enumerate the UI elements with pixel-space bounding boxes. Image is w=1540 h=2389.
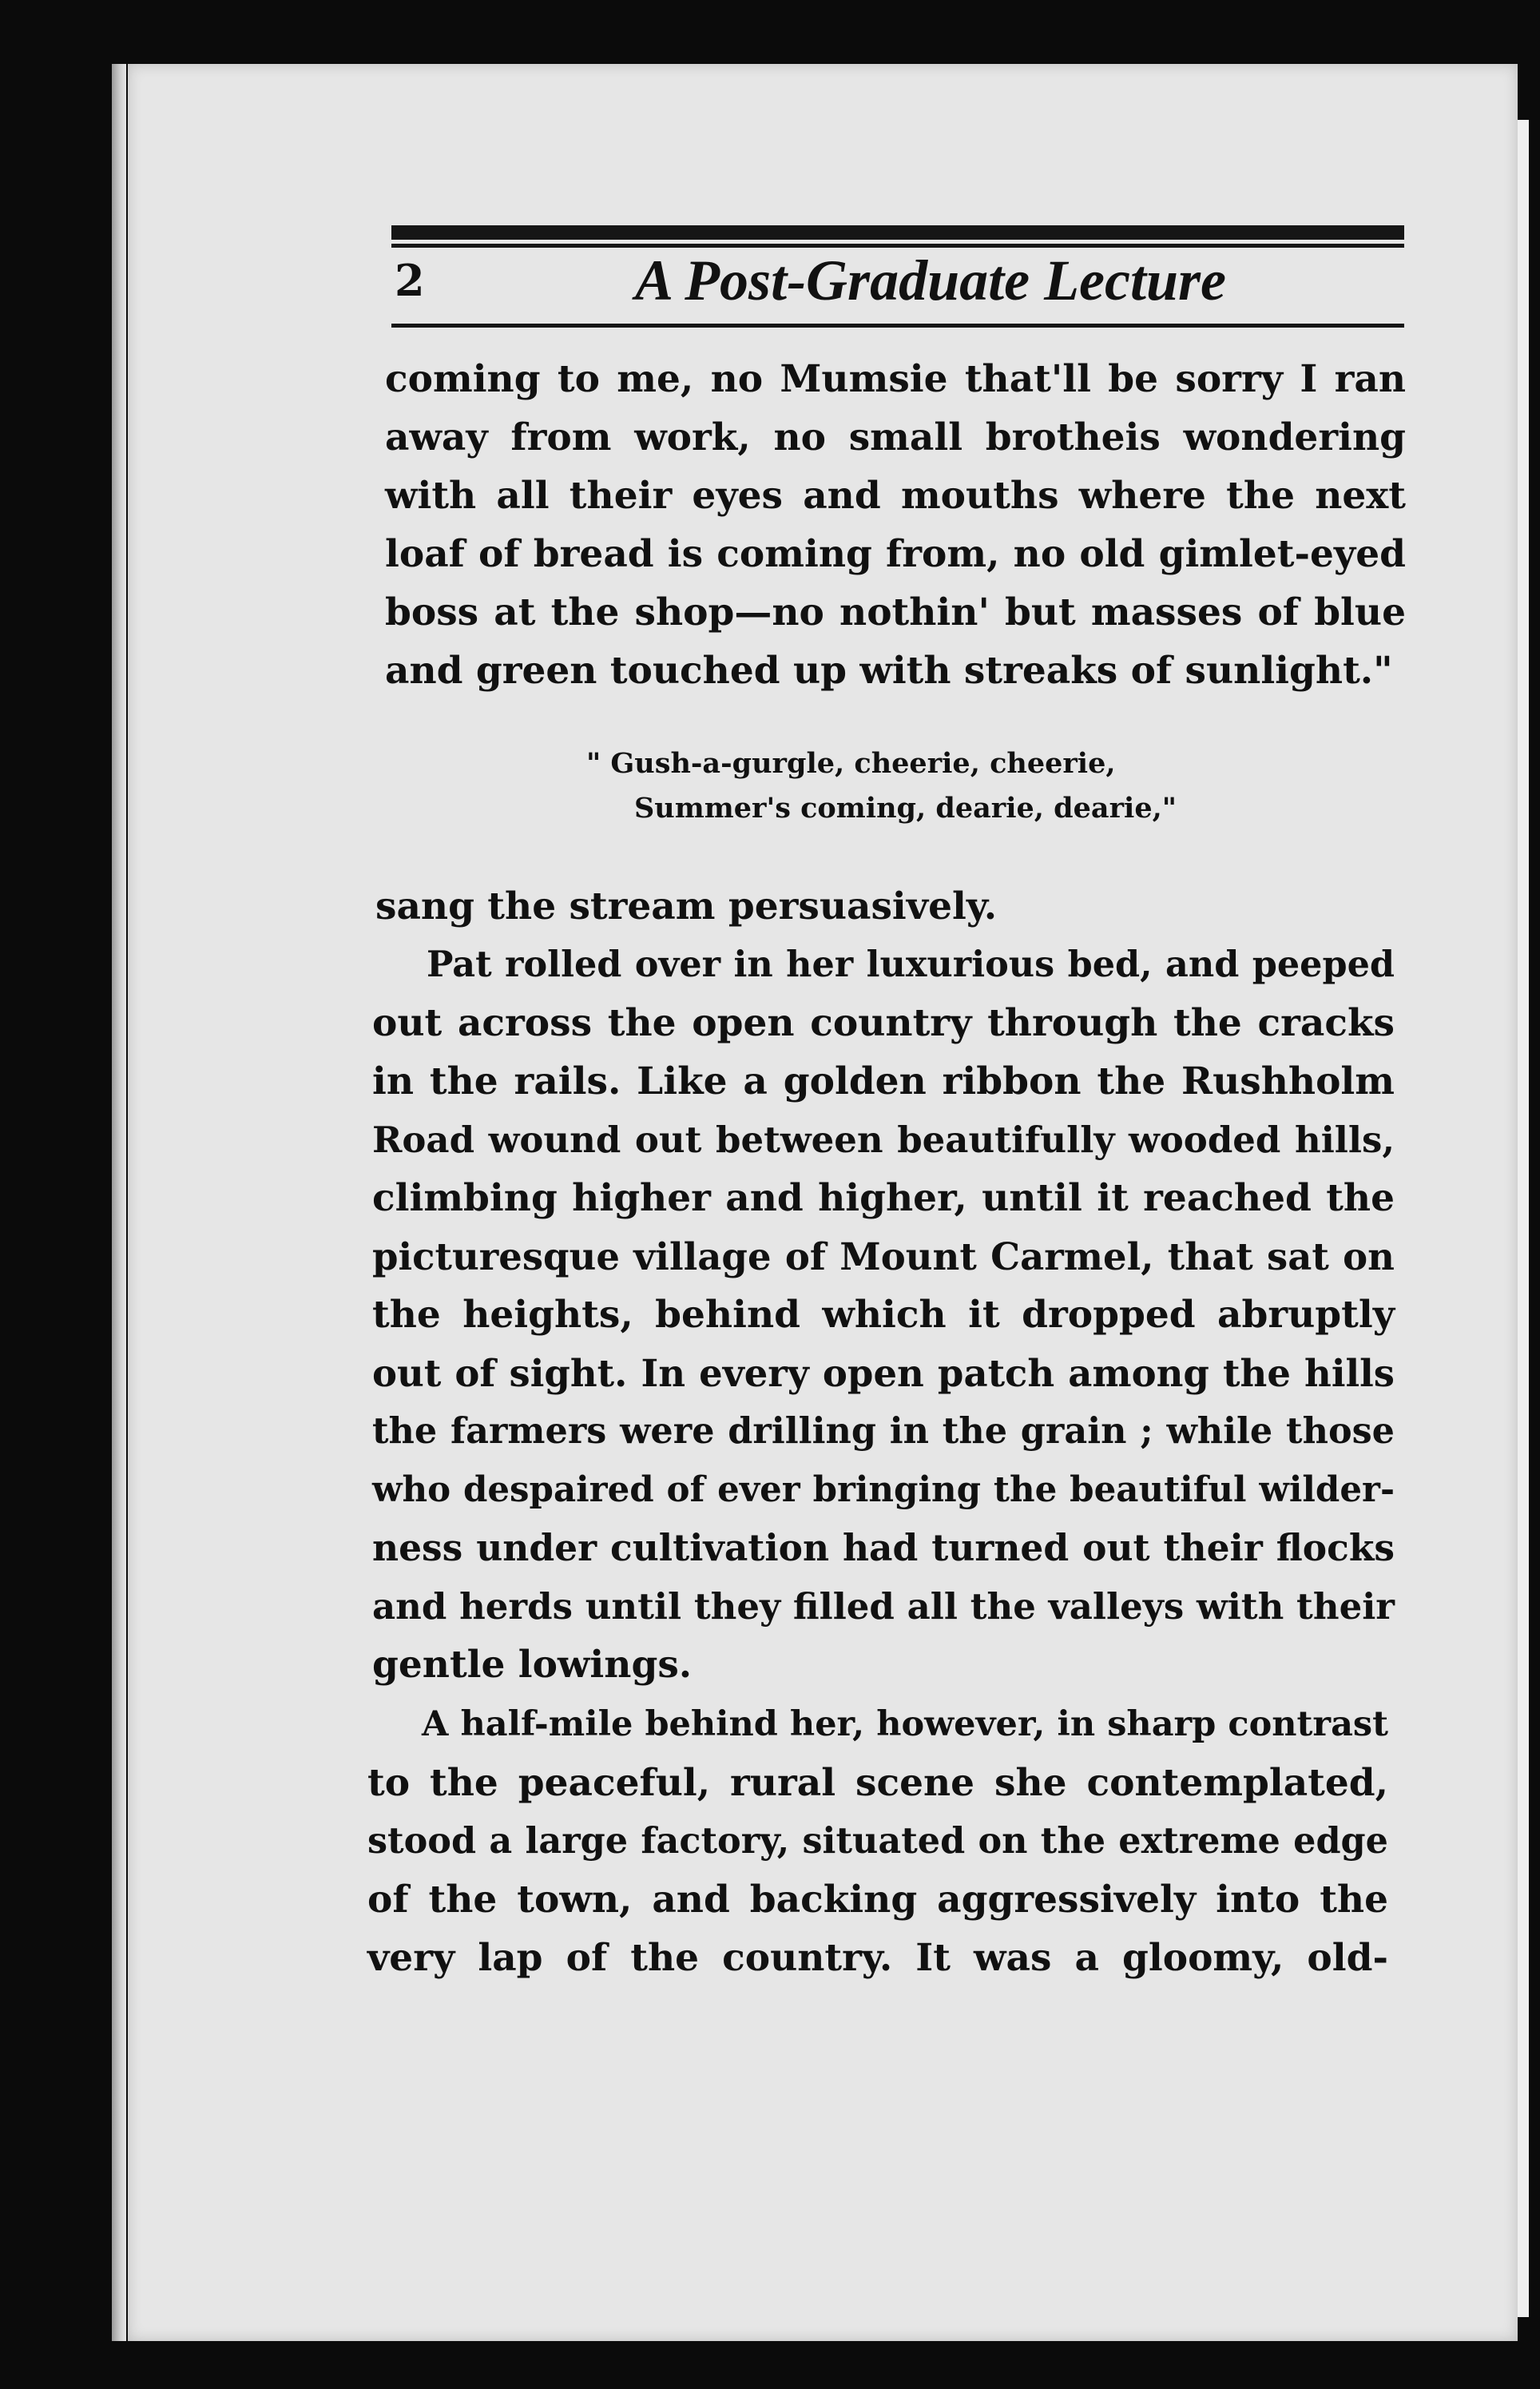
running-title: A Post-Graduate Lecture xyxy=(635,248,1226,312)
text-line: with all their eyes and mouths where the next xyxy=(385,474,1406,518)
verse-line: " Gush-a-gurgle, cheerie, cheerie, xyxy=(586,747,1116,780)
page-number: 2 xyxy=(395,255,425,306)
header-rule-bottom xyxy=(391,324,1404,328)
text-line: the heights, behind which it dropped abruptly xyxy=(372,1293,1395,1337)
text-line: boss at the shop—no nothin' but masses of blue xyxy=(385,590,1406,634)
text-line: climbing higher and higher, until it reached the xyxy=(372,1176,1395,1220)
text-line: in the rails. Like a golden ribbon the Rushholm xyxy=(372,1059,1395,1103)
page-left-edge xyxy=(112,64,126,2341)
text-line: picturesque village of Mount Carmel, that sat on xyxy=(372,1234,1395,1278)
text-line: A half-mile behind her, however, in sharp contrast xyxy=(422,1704,1388,1744)
paragraph-sang xyxy=(375,877,1390,936)
text-line: loaf of bread is coming from, no old gimlet-eyed xyxy=(385,532,1406,576)
text-line: very lap of the country. It was a gloomy, old- xyxy=(367,1936,1388,1980)
paragraph-half-mile xyxy=(367,1695,1388,1987)
paragraph-pat-rolled xyxy=(372,936,1395,1694)
text-line: ness under cultivation had turned out their flocks xyxy=(372,1526,1395,1569)
text-line: to the peaceful, rural scene she contemplated, xyxy=(367,1761,1388,1805)
text-line: out of sight. In every open patch among the hills xyxy=(372,1351,1395,1395)
text-line: Pat rolled over in her luxurious bed, and peeped xyxy=(427,944,1395,985)
text-line: of the town, and backing aggressively into the xyxy=(367,1878,1388,1922)
text-line: sang the stream persuasively. xyxy=(375,884,998,928)
text-line: gentle lowings. xyxy=(372,1643,693,1687)
page-right-edge xyxy=(1518,120,1529,2317)
text-line: away from work, no small brotheis wondering xyxy=(385,415,1406,459)
text-line: out across the open country through the cracks xyxy=(372,1001,1395,1045)
text-line: and green touched up with streaks of sunlight." xyxy=(385,649,1393,693)
verse-line: Summer's coming, dearie, dearie," xyxy=(634,792,1177,825)
text-line: and herds until they filled all the valleys with their xyxy=(372,1585,1395,1628)
text-line: coming to me, no Mumsie that'll be sorry I ran xyxy=(385,357,1406,401)
text-line: who despaired of ever bringing the beautiful wilder- xyxy=(372,1469,1395,1510)
header-rule-thick xyxy=(391,225,1404,240)
text-line: Road wound out between beautifully wooded hills, xyxy=(372,1119,1395,1161)
verse-quote xyxy=(586,741,1305,831)
paragraph-continued xyxy=(385,350,1406,700)
text-line: the farmers were drilling in the grain ; while those xyxy=(372,1410,1395,1452)
text-line: stood a large factory, situated on the extreme edge xyxy=(367,1820,1388,1862)
